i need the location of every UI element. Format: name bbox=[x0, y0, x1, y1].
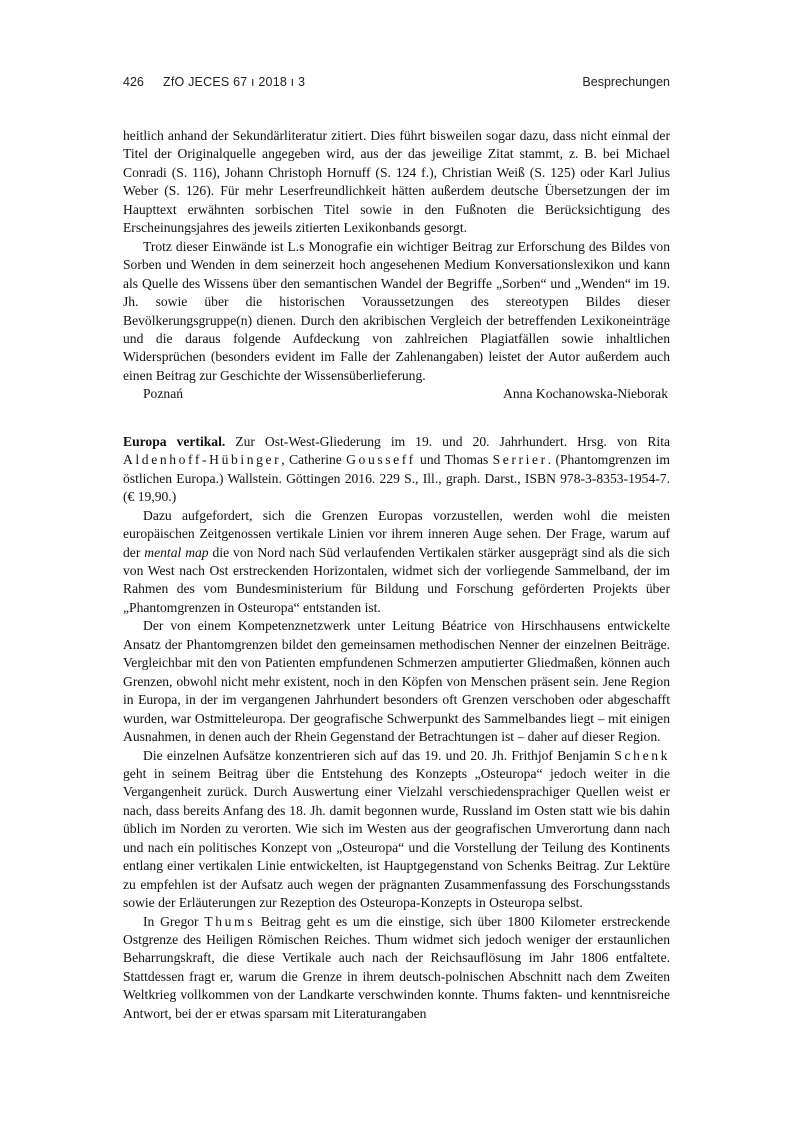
review2-title: Europa vertikal. bbox=[123, 433, 226, 449]
review2-paragraph-1: Dazu aufgefordert, sich die Grenzen Europas vorzustellen, werden wohl die meisten europäischen Zeitgenossen vertikale Linien vor ihrem inneren Auge sehen. Der Frage, warum auf der mental map die von Nord nach Süd verlaufenden Vertikalen stärker ausgeprägt sind als die sich von West nach Ost erstreckenden Horizontalen, widmet sich der vorliegende Sammelband, der im Rahmen des vom Bundesministerium für Bildung und Forschung geförderten Projekts über „Phantomgrenzen in Osteuropa“ entstanden ist. bbox=[123, 507, 670, 615]
author-name: Schenk bbox=[614, 747, 670, 763]
review1-paragraph: Trotz dieser Einwände ist L.s Monografie ein wichtiger Beitrag zur Erforschung des Bildes von Sorben und Wenden in dem seinerzeit hoch angesehenen Medium Konversationslexikon und kann als Quelle des Wissens über den semantischen Wandel der Begriffe „Sorben“ und „Wenden“ im 19. Jh. sowie über die historischen Voraussetzungen des stereotypen Bildes dieser Bevölkerungsgruppe(n) dienen. Durch den akribischen Vergleich der betreffenden Lexikoneinträge und die daraus folgende Aufdeckung von zahlreichen Plagiatfällen sowie inhaltlichen Widersprüchen (besonders evident im Falle der Zahlenangaben) leistet der Autor außerdem auch einen Beitrag zur Geschichte der Wissensüberlieferung. bbox=[123, 238, 670, 383]
section-title: Besprechungen bbox=[582, 75, 670, 89]
review1-place: Poznań bbox=[143, 386, 184, 402]
review2-paragraph-2: Der von einem Kompetenznetzwerk unter Leitung Béatrice von Hirschhausens entwickelte Ansatz der Phantomgrenzen bildet den gemeinsamen methodischen Nenner der einzelnen Beiträge. Vergleichbar mit den von Patienten empfundenen Schmerzen amputierter Gliedmaßen, können auch Grenzen, obwohl nicht mehr existent, noch in den Köpfen von Menschen präsent sein. Jene Region in Europa, in der im vergangenen Jahrhundert besonders oft Grenzen verschoben oder abgeschafft wurden, war Ostmitteleuropa. Der geografische Schwerpunkt des Sammelbandes liegt – mit einigen Ausnahmen, in denen auch der Rhein Gegenstand der Betrachtungen ist – daher auf dieser Region. bbox=[123, 618, 670, 745]
review1-signature bbox=[123, 385, 670, 403]
page-body bbox=[123, 127, 670, 1023]
review1-continuation: heitlich anhand der Sekundärliteratur zitiert. Dies führt bisweilen sogar dazu, dass nicht einmal der Titel der Originalquelle angegeben wird, aus der das jeweilige Zitat stammt, z. B. bei Michael Conradi (S. 116), Johann Christoph Hornuff (S. 124 f.), Christian Weiß (S. 125) oder Karl Julius Weber (S. 126). Für mehr Leserfreundlichkeit hätten außerdem deutsche Übersetzungen der im Haupttext erwähnten sorbischen Titel sowie in den Fußnoten die Berücksichtigung des Erscheinungsjahres des jeweils zitierten Lexikonbands gesorgt. bbox=[123, 128, 670, 236]
review2-bibliography: Europa vertikal. Zur Ost-West-Gliederung im 19. und 20. Jahrhundert. Hrsg. von Rita Aldenhoff-Hübinger, Catherine Gousseff und Thomas Serrier. (Phantomgrenzen im östlichen Europa.) Wallstein. Göttingen 2016. 229 S., Ill., graph. Darst., ISBN 978-3-8353-1954-7. (€ 19,90.) bbox=[123, 433, 671, 505]
author-name: Thums bbox=[204, 913, 256, 929]
review2-paragraph-3: Die einzelnen Aufsätze konzentrieren sich auf das 19. und 20. Jh. Frithjof Benjamin Schenk geht in seinem Beitrag über die Entstehung des Konzepts „Osteuropa“ jedoch weiter in die Vergangenheit zurück. Durch Auswertung einer Vielzahl verschiedensprachiger Quellen weist er nach, dass bereits Anfang des 18. Jh. damit begonnen wurde, Russland im Osten statt wie bis dahin üblich im Norden zu verorten. Wie sich im Westen aus der geografischen Umverortung dann nach und nach ein politisches Konzept von „Osteuropa“ und die Vorstellung der Teilung des Kontinents entlang einer vertikalen Linie entwickelten, ist Hauptgegenstand von Schenks Beitrag. Zur Lektüre zu empfehlen ist der Aufsatz auch wegen der prägnanten Zusammenfassung des Forschungsstands sowie der Erläuterungen zur Rezeption des Osteuropa-Konzepts in Osteuropa selbst. bbox=[123, 747, 670, 911]
running-header bbox=[123, 75, 670, 89]
editor-name: Gousseff bbox=[346, 452, 416, 468]
journal-name: ZfO JECES 67 ı 2018 ı 3 bbox=[163, 75, 306, 89]
review1-reviewer: Anna Kochanowska-Nieborak bbox=[503, 386, 668, 402]
page-number: 426 bbox=[123, 75, 144, 89]
editor-name: Aldenhoff-Hübinger bbox=[123, 452, 282, 468]
review2-paragraph-4: In Gregor Thums Beitrag geht es um die einstige, sich über 1800 Kilometer erstreckende Ostgrenze des Heiligen Römischen Reiches. Thum widmet sich jedoch weniger der erstaunlichen Beharrungskraft, die diese Vertikale auch nach der Reichsauflösung im Jahr 1806 entfaltete. Stattdessen fragt er, warum die Grenze in ihrem deutsch-polnischen Abschnitt nach dem Zweiten Weltkrieg vollkommen von der Landkarte verschwinden konnte. Thums fakten- und kenntnisreiche Antwort, bei der er etwas sparsam mit Literaturangaben bbox=[123, 913, 670, 1021]
editor-name: Serrier bbox=[492, 452, 548, 468]
italic-term: mental map bbox=[144, 544, 209, 560]
